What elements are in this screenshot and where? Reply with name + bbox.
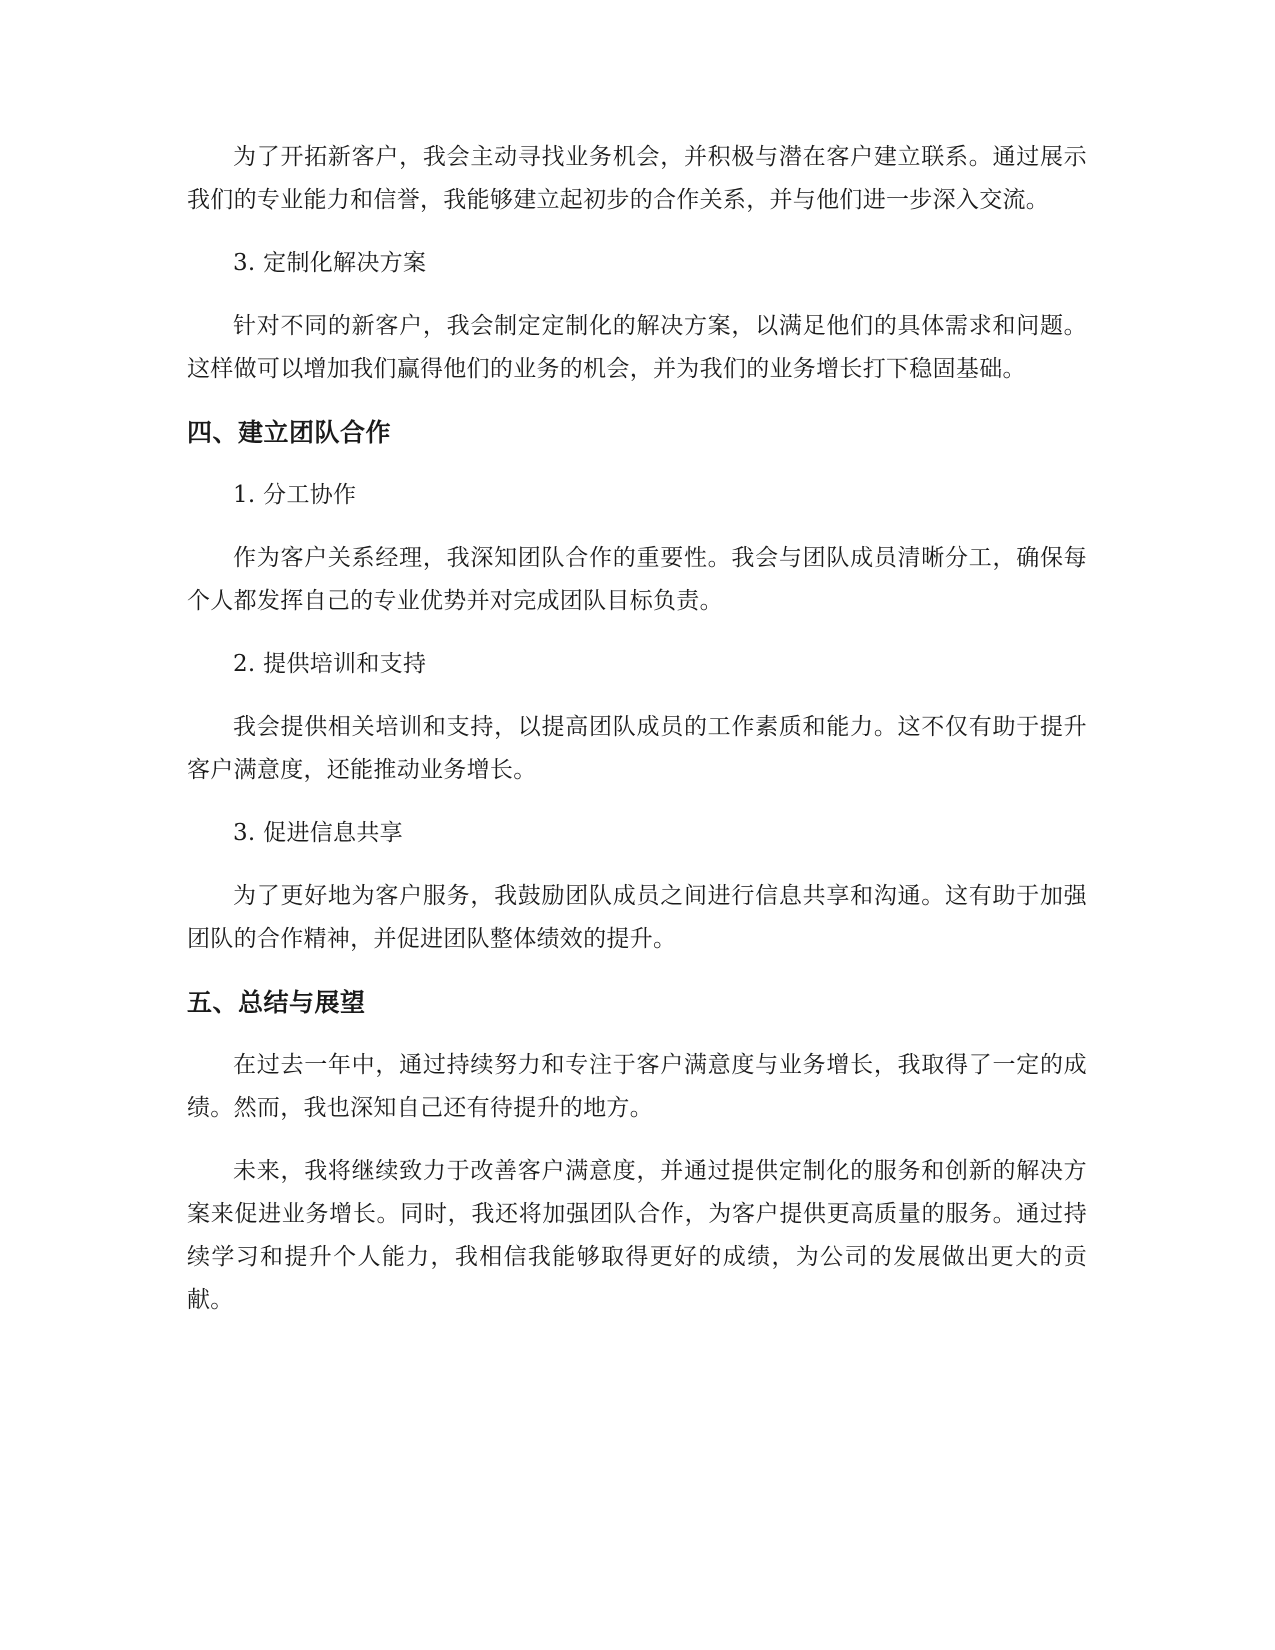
paragraph-training-support: 我会提供相关培训和支持，以提高团队成员的工作素质和能力。这不仅有助于提升客户满意度，还能推动业务增长。: [187, 714, 1087, 783]
paragraph-info-sharing: 为了更好地为客户服务，我鼓励团队成员之间进行信息共享和沟通。这有助于加强团队的合作精神，并促进团队整体绩效的提升。: [187, 883, 1087, 952]
section-heading-teamwork: 四、建立团队合作: [187, 418, 392, 447]
document-body: [187, 136, 1087, 1342]
list-item-info-sharing: 3. 促进信息共享: [233, 820, 403, 846]
list-item-division-of-labor: 1. 分工协作: [233, 482, 357, 508]
paragraph-new-clients: 为了开拓新客户，我会主动寻找业务机会，并积极与潜在客户建立联系。通过展示我们的专业能力和信誉，我能够建立起初步的合作关系，并与他们进一步深入交流。: [187, 144, 1087, 213]
paragraph-custom-solutions: 针对不同的新客户，我会制定定制化的解决方案，以满足他们的具体需求和问题。这样做可以增加我们赢得他们的业务的机会，并为我们的业务增长打下稳固基础。: [187, 313, 1087, 382]
paragraph-division-of-labor: 作为客户关系经理，我深知团队合作的重要性。我会与团队成员清晰分工，确保每个人都发挥自己的专业优势并对完成团队目标负责。: [187, 545, 1087, 614]
list-item-training-support: 2. 提供培训和支持: [233, 651, 427, 677]
list-item-custom-solutions: 3. 定制化解决方案: [233, 250, 427, 276]
paragraph-past-year: 在过去一年中，通过持续努力和专注于客户满意度与业务增长，我取得了一定的成绩。然而，我也深知自己还有待提升的地方。: [187, 1052, 1087, 1121]
paragraph-future: 未来，我将继续致力于改善客户满意度，并通过提供定制化的服务和创新的解决方案来促进业务增长。同时，我还将加强团队合作，为客户提供更高质量的服务。通过持续学习和提升个人能力，我相信我能够取得更好的成绩，为公司的发展做出更大的贡献。: [187, 1158, 1087, 1313]
section-heading-summary: 五、总结与展望: [187, 988, 366, 1017]
